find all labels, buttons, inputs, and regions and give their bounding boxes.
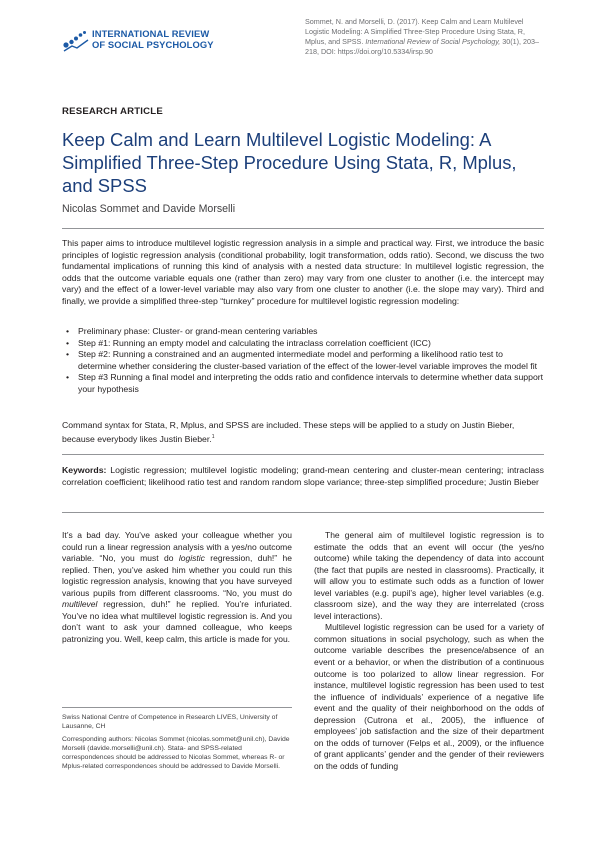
body-text: regression, duh!” he replied. Then, you’ve asked him whether you could run this logistic regression analysis, knowing that you have surveyed various pupils from different classrooms. “No, you must do (62, 553, 292, 598)
abstract-step: • Step #3 Running a final model and interpreting the odds ratio and confidence intervals to determine whether data support your hypothesis (66, 372, 544, 395)
body-column-left (62, 530, 292, 645)
citation-doi[interactable]: 30(1), 203–218, DOI: https://doi.org/10.5334/irsp.90 (305, 37, 540, 56)
abstract-closing-text: Command syntax for Stata, R, Mplus, and SPSS are included. These steps will be applied to a study on Justin Bieber, because everybody likes Justin Bieber. (62, 420, 515, 444)
footnote-correspondence: Corresponding authors: Nicolas Sommet (nicolas.sommet@unil.ch), Davide Morselli (davide.morselli@unil.ch). Stata- and SPSS-related correspondences should be addressed to Nicolas Sommet, whereas R- or Mplus-related correspondences should be addressed to Davide Morselli. (62, 736, 290, 770)
footnote-affiliation: Swiss National Centre of Competence in Research LIVES, University of Lausanne, CH (62, 714, 278, 730)
article-type: RESEARCH ARTICLE (62, 106, 163, 117)
journal-name-line1: INTERNATIONAL REVIEW (92, 28, 210, 39)
journal-logo[interactable] (62, 28, 232, 54)
body-emphasis: logistic (178, 553, 205, 564)
journal-logo-icon (62, 30, 90, 52)
keywords-block (62, 465, 544, 488)
citation-block (305, 17, 545, 57)
keywords-label: Keywords: (62, 465, 107, 475)
keywords-top-rule (62, 454, 544, 455)
body-text: regression, duh!” he replied. You’re infuriated. You’ve no idea what multilevel logistic regression is. And you don’t want to ask your damned colleague, who keeps patronizing you. Well, keep calm, this article is made for you. (62, 599, 292, 644)
body-text: It’s a bad day. You’ve asked your colleague whether you could run a linear regression analysis with a yes/no outcome variable. “No, you must do (62, 530, 292, 564)
keywords-bottom-rule (62, 512, 544, 513)
body-column-right (314, 530, 544, 772)
journal-name (92, 28, 214, 50)
footnote-rule (62, 707, 292, 708)
body-emphasis: multilevel (62, 599, 98, 610)
body-paragraph: Multilevel logistic regression can be used for a variety of common situations in social psychology, such as when the outcome variable describes the presence/absence of an event or a behavior, or when the distribution of a continuous outcome is too polarized to allow linear regression. For instance, multilevel logistic regression has been used to test the influence of individuals’ experience of a negative life event and the quality of their neighborhood on the odds of depression (Cutrona et al., 2005), the influence of employees’ job satisfaction and the size of their department on the odds of turnover (Felps et al., 2009), or the influence of grant applicants’ gender and the gender of their reviewers on the odds of funding (314, 622, 544, 771)
citation-text: Sommet, N. and Morselli, D. (2017). Keep Calm and Learn Multilevel Logistic Modeling: A Simplified Three-Step Procedure Using Stata, R, Mplus, and SPSS. (305, 17, 525, 46)
body-paragraph (62, 530, 292, 645)
abstract-intro-text: This paper aims to introduce multilevel logistic regression analysis in a simple and practical way. First, we introduce the basic principles of logistic regression analysis (conditional probability, logit transformation, odds ratio). Second, we discuss the two fundamental implications of running this kind of analysis with a nested data structure: In multilevel logistic regression, the odds that the outcome variable equals one (rather than zero) may vary from one cluster to another (i.e. the intercept may vary) and the effect of a lower-level variable may also vary from one cluster to another (i.e. the slope may vary). Third and finally, we provide a simplified three-step “turnkey” procedure for multilevel logistic regression modeling: (62, 238, 544, 306)
abstract-closing (62, 420, 544, 445)
article-authors: Nicolas Sommet and Davide Morselli (62, 203, 236, 215)
abstract-intro (62, 238, 544, 308)
abstract-step: • Preliminary phase: Cluster- or grand-mean centering variables (66, 326, 544, 338)
footnotes (62, 713, 292, 775)
abstract-step: • Step #2: Running a constrained and an augmented intermediate model and performing a likelihood ratio test to determine whether considering the cluster-based variation of the effect of the lower-level variable improves the model fit (66, 349, 544, 372)
body-paragraph: The general aim of multilevel logistic regression is to estimate the odds that an event will occur (the yes/no outcome) while taking the dependency of data into account (the fact that pupils are nested in classrooms). Practically, it will allow you to estimate such odds as a function of lower level variables (e.g. pupil’s age), higher level variables (e.g. classroom size), and the way they are interrelated (cross level interactions). (314, 530, 544, 621)
abstract-step: • Step #1: Running an empty model and calculating the intraclass correlation coefficient (ICC) (66, 338, 544, 350)
abstract-top-rule (62, 228, 544, 229)
footnote-marker[interactable]: 1 (211, 433, 215, 440)
article-title: Keep Calm and Learn Multilevel Logistic Modeling: A Simplified Three-Step Procedure Using Stata, R, Mplus, and SPSS (62, 129, 517, 196)
abstract-steps-list (66, 326, 544, 396)
citation-journal: International Review of Social Psychology, (365, 37, 501, 46)
keywords-text: Logistic regression; multilevel logistic modeling; grand-mean centering and cluster-mean centering; intraclass correlation coefficient; likelihood ratio test and random random slope variance; three-step simplified procedure; Justin Bieber (62, 465, 544, 487)
journal-name-line2: OF SOCIAL PSYCHOLOGY (92, 39, 214, 50)
